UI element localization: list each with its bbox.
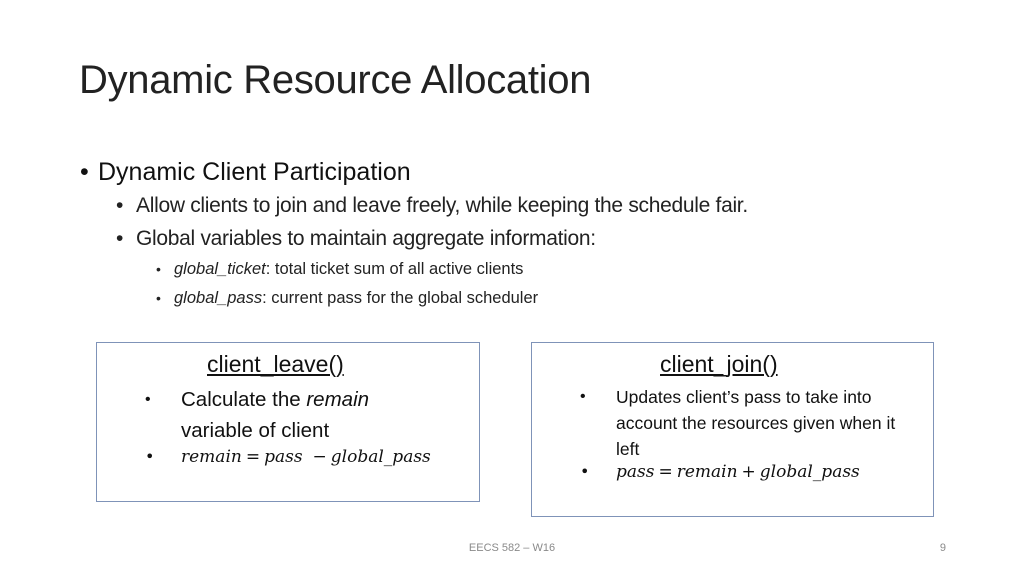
client-leave-box bbox=[96, 342, 480, 502]
bullet-dot-icon: • bbox=[145, 447, 155, 466]
desc-global-pass: : current pass for the global scheduler bbox=[262, 289, 539, 307]
term-global-pass: global_pass bbox=[174, 289, 263, 307]
desc-global-ticket: : total ticket sum of all active clients bbox=[265, 260, 524, 278]
bullet-join-leave: • Allow clients to join and leave freely, while keeping the schedule fair. bbox=[80, 189, 980, 222]
item-emphasis-remain: remain bbox=[306, 388, 370, 411]
client-join-formula bbox=[580, 462, 860, 482]
item-text: Updates client’s pass to take into account the resources given when it left bbox=[616, 387, 896, 459]
formula-op-minus: − bbox=[312, 447, 327, 467]
slide-title: Dynamic Resource Allocation bbox=[79, 58, 592, 102]
slide-footer: EECS 582 – W16 bbox=[468, 542, 556, 554]
item-text: Calculate the bbox=[181, 388, 307, 411]
client-leave-item-1 bbox=[145, 384, 471, 446]
client-join-box bbox=[531, 342, 934, 517]
bullet-global-ticket bbox=[80, 255, 980, 284]
bullet-list bbox=[80, 155, 980, 313]
formula-op-equals: = bbox=[245, 447, 261, 467]
client-join-title: client_join() bbox=[660, 351, 778, 377]
client-join-item-1 bbox=[580, 384, 921, 462]
client-leave-title: client_leave() bbox=[207, 351, 344, 377]
formula-lhs: remain bbox=[181, 447, 242, 467]
bullet-dot-icon: • bbox=[145, 391, 151, 408]
bullet-dynamic-client-participation: • Dynamic Client Participation bbox=[80, 155, 980, 189]
term-global-ticket: global_ticket bbox=[174, 260, 266, 278]
client-leave-formula bbox=[145, 447, 431, 467]
page-number: 9 bbox=[939, 542, 946, 554]
formula-b: global_pass bbox=[759, 462, 860, 482]
formula-op-plus: + bbox=[741, 462, 756, 482]
bullet-dot-icon: • bbox=[580, 462, 590, 481]
bullet-global-variables: • Global variables to maintain aggregate information: bbox=[80, 222, 980, 255]
formula-b: global_pass bbox=[330, 447, 431, 467]
formula-lhs: pass bbox=[616, 462, 655, 482]
bullet-dot-icon: • bbox=[580, 388, 586, 405]
item-tail: variable of client bbox=[181, 419, 330, 442]
formula-a: remain bbox=[676, 462, 738, 482]
formula-op-equals: = bbox=[658, 462, 673, 482]
formula-a: pass bbox=[264, 447, 303, 467]
bullet-global-pass bbox=[80, 284, 980, 313]
